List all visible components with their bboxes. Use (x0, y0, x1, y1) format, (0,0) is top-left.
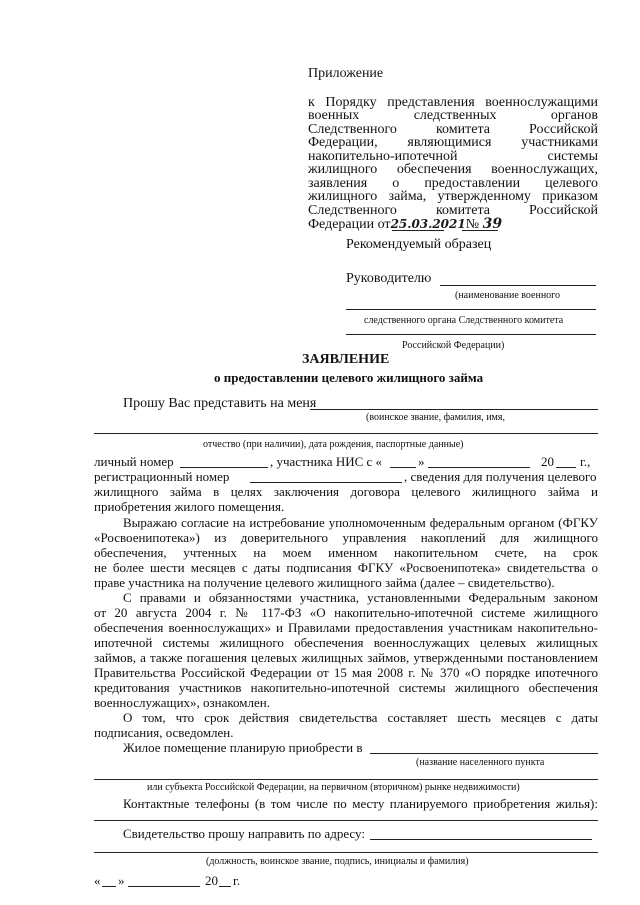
date-year-prefix: 20 (205, 873, 218, 888)
address-field[interactable] (370, 839, 592, 840)
housing-hint: (название населенного пункта (416, 757, 545, 768)
date-open-quote: « (94, 873, 101, 888)
handwritten-date: 25.03.2021 (390, 217, 466, 231)
statement-subtitle: о предоставлении целевого жилищного займа (214, 370, 484, 385)
appendix-line: Следственного комитета Российской (308, 122, 598, 137)
addressee-line (440, 285, 596, 286)
paragraph-line: военнослужащих», ознакомлен. (94, 695, 270, 710)
year-prefix: 20 (541, 454, 554, 469)
date-year-field[interactable] (219, 886, 231, 887)
addressee-hint: Российской Федерации) (402, 340, 505, 351)
paragraph-line: Правительства Российской Федерации от 15 мая 2008 г. № 370 «О порядке ипотечного (94, 665, 598, 680)
paragraph-line: С правами и обязанностями участника, установленными Федеральным законом (123, 590, 598, 605)
appendix-line: накопительно-ипотечной системы (308, 149, 598, 164)
reg-number-label: регистрационный номер (94, 469, 230, 484)
request-text: Прошу Вас представить на меня (123, 396, 317, 411)
recommended-label: Рекомендуемый образец (346, 237, 492, 252)
housing-field[interactable] (370, 753, 598, 754)
statement-title: ЗАЯВЛЕНИЕ (302, 352, 390, 367)
paragraph-line: ипотечной системы жилищного обеспечения военнослужащих целевых жилищных (94, 635, 598, 650)
personal-text-line: приобретения жилого помещения. (94, 499, 285, 514)
housing-hint: или субъекта Российской Федерации, на первичном (вторичном) рынке недвижимости) (147, 782, 520, 793)
date-day-field[interactable] (102, 886, 116, 887)
appendix-line: жилищного займа, утвержденному приказом (308, 189, 598, 204)
reg-number-field[interactable] (250, 482, 402, 483)
participant-label: , участника НИС с « (270, 454, 383, 469)
request-line (94, 433, 598, 434)
reg-tail: , сведения для получения целевого (404, 469, 597, 484)
request-line (310, 409, 598, 410)
addressee-hint: следственного органа Следственного комитета (364, 315, 564, 326)
paragraph-line: не более шести месяцев с даты подписания ФГКУ «Росвоенипотека» свидетельства о (94, 560, 598, 575)
paragraph-line: от 20 августа 2004 г. № 117-ФЗ «О накопительно-ипотечной системе жилищного (94, 605, 598, 620)
appendix-line: к Порядку представления военнослужащими (308, 95, 598, 110)
paragraph-line: Выражаю согласие на истребование уполномоченным федеральным органом (ФГКУ (123, 515, 598, 530)
personal-number-label: личный номер (94, 454, 174, 469)
date-underline (392, 230, 444, 231)
paragraph-line: займов, а также погашения целевых жилищных займов, утвержденными постановлением (94, 650, 598, 665)
appendix-line: Следственного комитета Российской (308, 203, 598, 218)
phones-label: Контактные телефоны (в том числе по месту планируемого приобретения жилья): (123, 796, 598, 811)
paragraph-line: обеспечения военнослужащих» и Правилами предоставления участникам накопительно- (94, 620, 598, 635)
addressee-line (346, 334, 596, 335)
signature-line[interactable] (94, 852, 598, 853)
number-sign: № (465, 217, 480, 232)
paragraph-line: обеспечения, учтенных на моем именном накопительном счете, на срок (94, 545, 598, 560)
date-year-suffix: г. (233, 873, 241, 888)
month-field[interactable] (428, 467, 530, 468)
address-label: Свидетельство прошу направить по адресу: (123, 826, 365, 841)
paragraph-line: О том, что срок действия свидетельства составляет шесть месяцев с даты (123, 710, 598, 725)
appendix-date-prefix: Федерации от (308, 217, 391, 232)
addressee-line (346, 309, 596, 310)
appendix-line: заявления о предоставлении целевого (308, 176, 598, 191)
addressee-label: Руководителю (346, 271, 432, 286)
appendix-line: военных следственных органов (308, 108, 598, 123)
personal-text-line: жилищного займа в целях заключения договора целевого жилищного займа и (94, 484, 598, 499)
housing-field[interactable] (94, 779, 598, 780)
year-suffix: г., (580, 454, 591, 469)
number-underline (462, 230, 498, 231)
date-month-field[interactable] (128, 886, 200, 887)
handwritten-number: 39 (482, 216, 503, 232)
request-hint: (воинское звание, фамилия, имя, (366, 412, 505, 423)
paragraph-line: подписания, осведомлен. (94, 725, 234, 740)
year-field[interactable] (556, 467, 576, 468)
personal-number-field[interactable] (180, 467, 268, 468)
housing-label: Жилое помещение планирую приобрести в (123, 740, 363, 755)
paragraph-line: кредитования участников накопительно-ипотечной системы жилищного обеспечения (94, 680, 598, 695)
paragraph-line: «Росвоенипотека») из доверительного управления накоплений для жилищного (94, 530, 598, 545)
request-hint: отчество (при наличии), дата рождения, паспортные данные) (203, 439, 464, 450)
quote-close: » (418, 454, 425, 469)
day-field[interactable] (390, 467, 416, 468)
date-close-quote: » (118, 873, 125, 888)
paragraph-line: праве участника на получение целевого жилищного займа (далее – свидетельство). (94, 575, 555, 590)
signature-hint: (должность, воинское звание, подпись, инициалы и фамилия) (206, 856, 469, 867)
appendix-title: Приложение (308, 66, 384, 81)
appendix-line: жилищного обеспечения военнослужащих, (308, 162, 598, 177)
addressee-hint: (наименование военного (455, 290, 561, 301)
phones-field[interactable] (94, 820, 598, 821)
appendix-line: Федерации, являющимися участниками (308, 135, 598, 150)
